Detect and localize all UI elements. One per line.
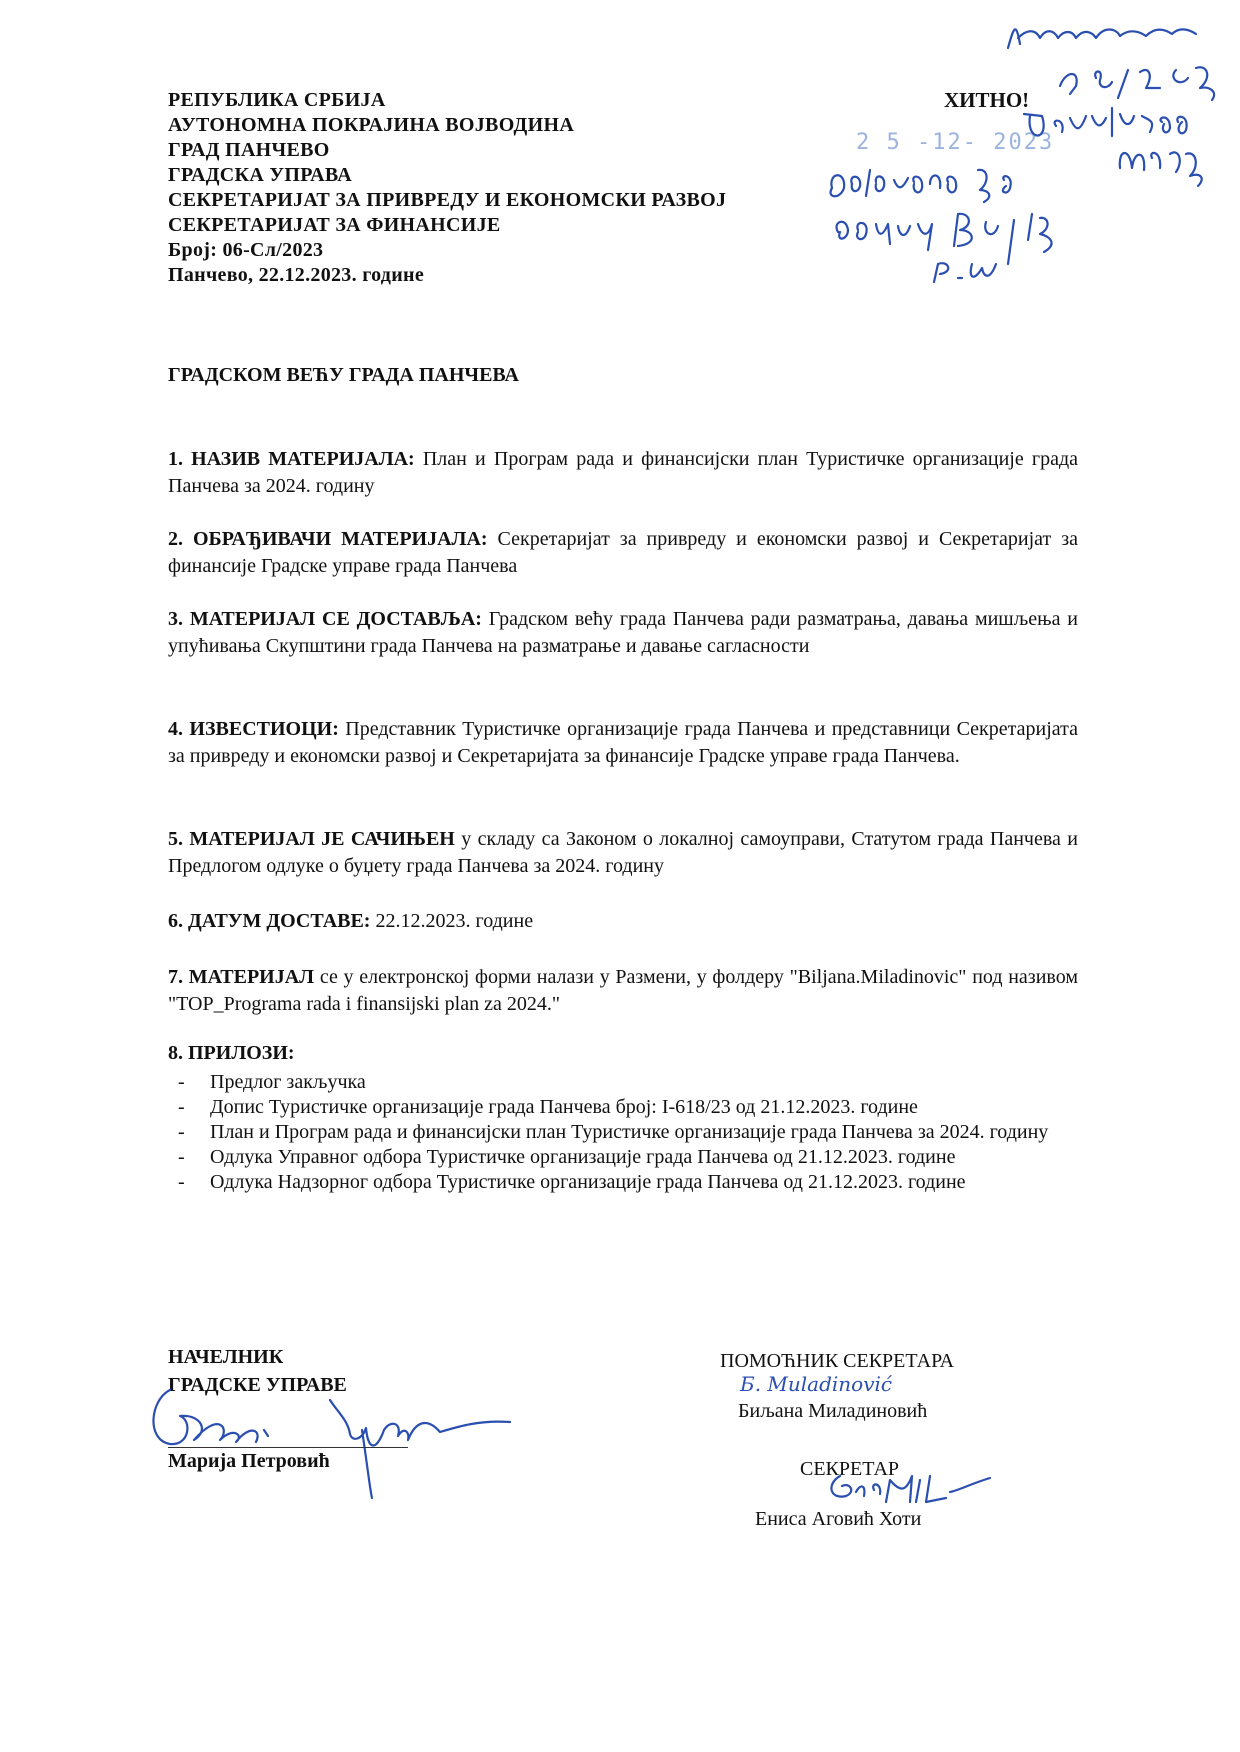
- signature-line: [168, 1447, 408, 1448]
- signature-chief: [140, 1370, 540, 1500]
- document-number: Број: 06-Сл/2023: [168, 239, 324, 261]
- attachment-text: План и Програм рада и финансијски план Туристичке организације града Панчева за 2024. годину: [210, 1121, 1049, 1143]
- item-material-delivery: [168, 606, 1078, 660]
- item-material-authors: [168, 526, 1078, 580]
- secretary-name: Ениса Аговић Хоти: [755, 1508, 922, 1530]
- secretary-title: СЕКРЕТАР: [800, 1458, 900, 1480]
- header-line-republic: РЕПУБЛИКА СРБИЈА: [168, 89, 386, 111]
- list-dash: -: [178, 1121, 185, 1143]
- attachments-heading: 8. ПРИЛОЗИ:: [168, 1042, 295, 1064]
- document-date: Панчево, 22.12.2023. године: [168, 264, 425, 286]
- addressee: ГРАДСКОМ ВЕЋУ ГРАДА ПАНЧЕВА: [168, 364, 519, 386]
- item-label: 5. МАТЕРИЈАЛ ЈЕ САЧИЊЕН: [168, 828, 455, 850]
- signature-assistant-secretary: Б. Миladinović: [740, 1372, 893, 1396]
- item-text: Градском већу града Панчева ради разматрања, давања мишљења и упућивања Скупштини града Панчева на разматрање и давање сагласности: [168, 608, 1078, 657]
- list-dash: -: [178, 1171, 185, 1193]
- item-text: у складу са Законом о локалној самоуправи, Статутом града Панчева и Предлогом одлуке о буџету града Панчева за 2024. годину: [168, 828, 1078, 877]
- assistant-secretary-title: ПОМОЋНИК СЕКРЕТАРА: [720, 1350, 955, 1372]
- chief-name: Марија Петровић: [168, 1450, 330, 1472]
- attachment-item: [178, 1120, 1078, 1145]
- attachment-item: [178, 1095, 1078, 1120]
- chief-title-1: НАЧЕЛНИК: [168, 1346, 284, 1368]
- item-text: 22.12.2023. године: [370, 910, 534, 932]
- item-text: Секретаријат за привреду и економски развој и Секретаријат за финансије Градске управе града Панчева: [168, 528, 1078, 577]
- header-line-secretariat-economy: СЕКРЕТАРИЈАТ ЗА ПРИВРЕДУ И ЕКОНОМСКИ РАЗВОЈ: [168, 189, 727, 211]
- header-line-city: ГРАД ПАНЧЕВО: [168, 139, 330, 161]
- item-label: 3. МАТЕРИЈАЛ СЕ ДОСТАВЉА:: [168, 608, 482, 630]
- item-text: се у електронској форми налази у Размени, у фолдеру "Biljana.Miladinovic" под називом "TOP_Programa rada i finansijski plan za 2024.": [168, 966, 1078, 1015]
- attachment-text: Допис Туристичке организације града Панчева број: I-618/23 од 21.12.2023. године: [210, 1096, 918, 1118]
- attachment-item: [178, 1145, 1078, 1170]
- attachment-item: [178, 1170, 1078, 1195]
- item-label: 2. ОБРАЂИВАЧИ МАТЕРИЈАЛА:: [168, 528, 488, 550]
- header-line-administration: ГРАДСКА УПРАВА: [168, 164, 353, 186]
- item-material-basis: [168, 826, 1078, 880]
- item-label: 1. НАЗИВ МАТЕРИЈАЛА:: [168, 448, 415, 470]
- urgent-mark: ХИТНО!: [944, 88, 1030, 112]
- document-header: [168, 88, 726, 288]
- attachments-list: [178, 1070, 1078, 1195]
- reception-stamp: 2 5 -12- 2023: [856, 130, 1055, 155]
- list-dash: -: [178, 1146, 185, 1168]
- item-label: 6. ДАТУМ ДОСТАВЕ:: [168, 910, 371, 932]
- signature-secretary: [820, 1462, 1000, 1512]
- item-text: Представник Туристичке организације града Панчева и представници Секретаријата за привреду и економски развој и Секретаријата за финансије Градске управе града Панчева.: [168, 718, 1078, 767]
- list-dash: -: [178, 1071, 185, 1093]
- item-delivery-date: [168, 908, 1078, 935]
- attachment-text: Одлука Надзорног одбора Туристичке организације града Панчева од 21.12.2023. године: [210, 1171, 966, 1193]
- item-text: План и Програм рада и финансијски план Туристичке организације града Панчева за 2024. годину: [168, 448, 1078, 497]
- item-label: 7. МАТЕРИЈАЛ: [168, 966, 315, 988]
- item-electronic-form: [168, 964, 1078, 1018]
- header-line-secretariat-finance: СЕКРЕТАРИЈАТ ЗА ФИНАНСИЈЕ: [168, 214, 501, 236]
- item-label: 4. ИЗВЕСТИОЦИ:: [168, 718, 339, 740]
- header-line-province: АУТОНОМНА ПОКРАЈИНА ВОЈВОДИНА: [168, 114, 575, 136]
- assistant-secretary-name: Биљана Миладиновић: [738, 1400, 928, 1422]
- chief-title-2: ГРАДСКЕ УПРАВЕ: [168, 1374, 347, 1396]
- handwritten-routing-note: [818, 160, 1078, 285]
- item-reporters: [168, 716, 1078, 770]
- list-dash: -: [178, 1096, 185, 1118]
- attachment-text: Предлог закључка: [210, 1071, 366, 1093]
- item-material-name: [168, 446, 1078, 500]
- attachment-text: Одлука Управног одбора Туристичке организације града Панчева од 21.12.2023. године: [210, 1146, 956, 1168]
- attachment-item: [178, 1070, 1078, 1095]
